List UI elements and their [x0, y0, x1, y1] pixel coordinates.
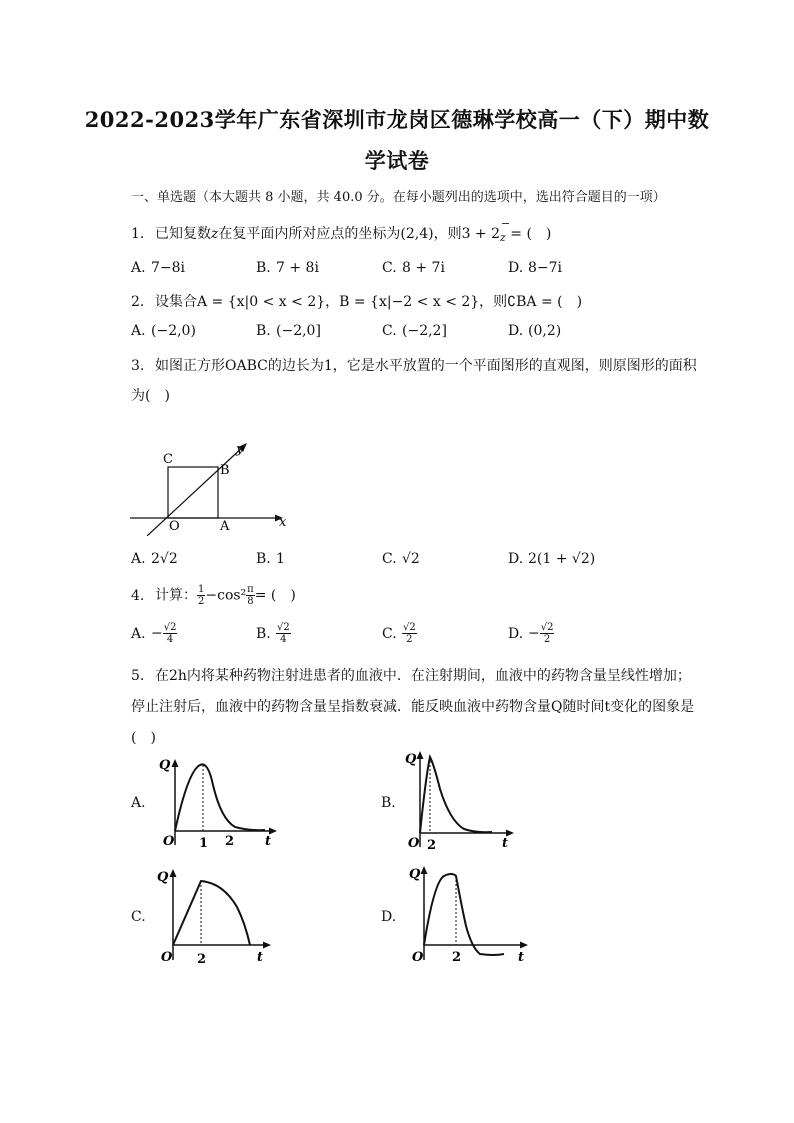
option-d[interactable]: D. 8−7i [508, 260, 563, 276]
option-a[interactable]: A. (−2,0) [131, 323, 196, 339]
option-c[interactable]: C. (−2,2] [382, 323, 447, 339]
question-text: 在2h内将某种药物注射进患者的血液中．在注射期间，血液中的药物含量呈线性增加； [155, 668, 691, 684]
label-a: A [220, 519, 230, 534]
variable: z [500, 231, 506, 244]
option-a[interactable]: A. 7−8i [131, 260, 186, 276]
question-number: 2. [131, 294, 145, 310]
label-y: y [236, 442, 244, 457]
option-c[interactable]: C. $\frac{√2}{2}$ [382, 622, 416, 645]
page-title-line-2: 学试卷 [364, 148, 430, 173]
y-axis [147, 445, 245, 536]
svg-text:1: 1 [199, 836, 209, 851]
question-number: 4. [131, 587, 145, 604]
option-a[interactable]: A. 2√2 [131, 551, 178, 567]
question-text: = ( ) [505, 226, 552, 242]
question-2 [131, 291, 582, 311]
graph-a[interactable] [155, 755, 280, 855]
option-b-label[interactable]: B. [381, 795, 396, 811]
graph-c[interactable] [153, 865, 278, 970]
question-3-line-2: 为( ) [131, 388, 170, 404]
label-o: O [169, 519, 180, 534]
option-d[interactable]: D. 2(1 + √2) [508, 551, 596, 567]
question-text: 已知复数 [155, 226, 211, 242]
variable: z [211, 226, 219, 242]
page-title-line-1: 2022-2023学年广东省深圳市龙岗区德琳学校高一（下）期中数 [84, 107, 710, 132]
question-5-line-2: 停止注射后，血液中的药物含量呈指数衰减．能反映血液中药物含量Q随时间t变化的图象是 [131, 699, 695, 715]
svg-text:t: t [257, 950, 264, 965]
svg-text:2: 2 [427, 838, 437, 853]
option-a-label[interactable]: A. [131, 795, 146, 811]
label-b: B [220, 463, 230, 478]
graph-curve [173, 881, 250, 945]
svg-text:O: O [412, 950, 424, 965]
svg-text:Q: Q [159, 758, 171, 773]
svg-text:O: O [408, 836, 420, 851]
cos-term: −cos² [205, 587, 247, 604]
svg-text:Q: Q [409, 867, 421, 882]
conjugate-bar: − [501, 217, 511, 230]
option-d[interactable]: D. (0,2) [508, 323, 562, 339]
question-text: 设集合A = {x|0 < x < 2}，B = {x|−2 < x < 2}，则∁BA = ( ) [155, 294, 583, 310]
fraction: $\frac{\pi}{8}$ [247, 584, 254, 607]
option-b[interactable]: B. $\frac{√2}{4}$ [256, 622, 290, 645]
graph-curve [424, 874, 504, 955]
svg-text:Q: Q [157, 870, 169, 885]
conjugate-z [500, 217, 511, 244]
question-5 [131, 665, 691, 685]
fraction: $\frac{1}{2}$ [198, 584, 205, 607]
svg-text:2: 2 [452, 950, 462, 965]
question-3 [131, 355, 697, 375]
question-4 [131, 584, 296, 607]
svg-text:O: O [163, 834, 175, 849]
label-c: C [163, 452, 173, 467]
graph-curve [420, 757, 492, 833]
svg-text:Q: Q [405, 752, 417, 767]
option-c[interactable]: C. 8 + 7i [382, 260, 445, 276]
question-number: 1. [131, 226, 145, 242]
option-b[interactable]: B. 1 [256, 551, 285, 567]
option-d-label[interactable]: D. [381, 909, 397, 925]
square-figure [125, 436, 295, 536]
section-heading: 一、单选题（本大题共 8 小题，共 40.0 分。在每小题列出的选项中，选出符合题目的一项） [131, 190, 666, 205]
svg-text:2: 2 [225, 834, 235, 849]
option-b[interactable]: B. 7 + 8i [256, 260, 319, 276]
option-a[interactable]: A. − $\frac{√2}{4}$ [131, 622, 177, 645]
svg-text:t: t [265, 834, 272, 849]
option-b[interactable]: B. (−2,0] [256, 323, 321, 339]
label-x: x [279, 515, 287, 530]
svg-text:t: t [502, 836, 509, 851]
graph-d[interactable] [404, 862, 539, 970]
option-c[interactable]: C. √2 [382, 551, 420, 567]
graph-curve [175, 764, 265, 831]
question-5-line-3: ( ) [131, 730, 156, 746]
graph-b[interactable] [400, 745, 525, 855]
option-d[interactable]: D. − $\frac{√2}{2}$ [508, 622, 554, 645]
question-number: 5. [131, 668, 145, 684]
question-text: 如图正方形OABC的边长为1，它是水平放置的一个平面图形的直观图，则原图形的面积 [155, 358, 697, 374]
svg-text:t: t [518, 950, 525, 965]
question-1 [131, 217, 552, 244]
svg-text:O: O [161, 950, 173, 965]
question-text: 在复平面内所对应点的坐标为(2,4)，则3 + 2 [218, 226, 501, 242]
svg-text:2: 2 [197, 952, 207, 967]
question-number: 3. [131, 358, 145, 374]
option-c-label[interactable]: C. [131, 909, 146, 925]
question-text: 计算： [155, 587, 197, 604]
question-text: = ( ) [254, 587, 296, 604]
